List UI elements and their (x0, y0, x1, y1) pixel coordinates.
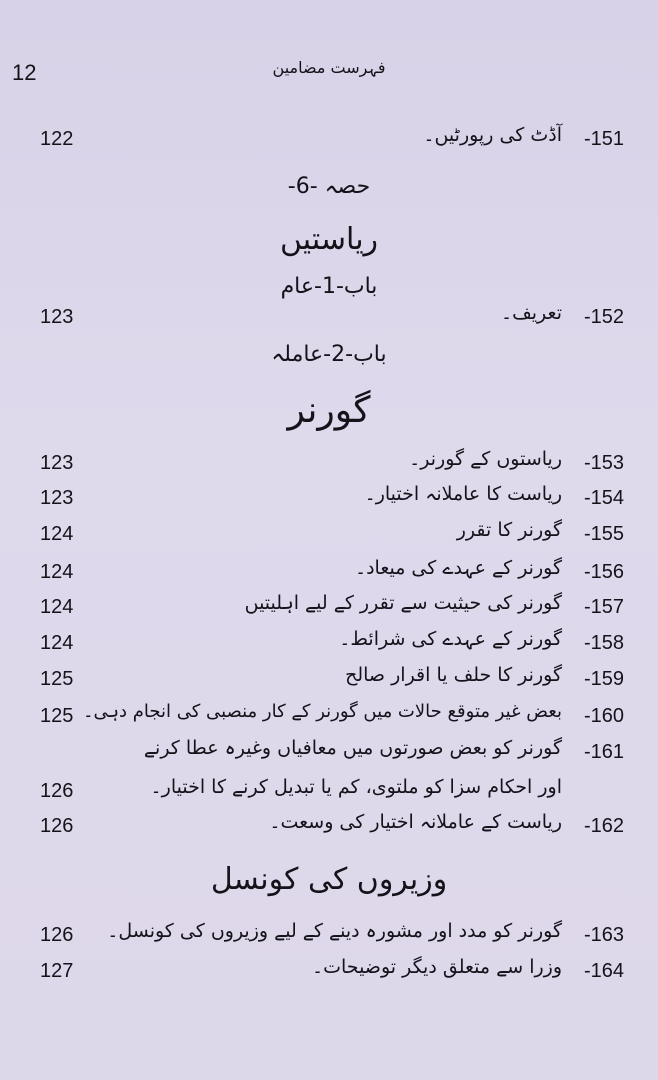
toc-entry-156 (0, 557, 658, 591)
toc-page: 127 (40, 960, 74, 982)
chapter-heading-general: باب-1-عام (280, 274, 378, 299)
toc-number: -152 (583, 306, 624, 328)
toc-title: گورنر کے عہدے کی میعاد۔ (354, 557, 562, 579)
toc-title: تعریف۔ (500, 302, 562, 324)
toc-title: ریاست کا عاملانہ اختیار۔ (364, 483, 562, 505)
running-head: فہرست مضامین (272, 58, 386, 77)
toc-page: 124 (40, 561, 74, 583)
toc-title: آڈٹ کی رپورٹیں۔ (423, 124, 562, 146)
toc-title: گورنر کی حیثیت سے تقرر کے لیے اہلیتیں (244, 592, 562, 614)
toc-entry-163 (0, 920, 658, 954)
toc-page: 124 (40, 632, 74, 654)
toc-entry-152 (0, 302, 658, 336)
toc-page: 124 (40, 523, 74, 545)
toc-page: 124 (40, 596, 74, 618)
toc-title: ریاستوں کے گورنر۔ (409, 448, 562, 470)
toc-number: -161 (583, 741, 624, 763)
toc-page: 123 (40, 306, 74, 328)
toc-entry-162 (0, 811, 658, 845)
toc-page: 125 (40, 668, 74, 690)
toc-entry-161 (0, 737, 658, 771)
toc-number: -158 (583, 632, 624, 654)
section-heading-part: حصہ -6- (287, 174, 371, 199)
toc-number: -157 (583, 596, 624, 618)
toc-entry-151 (0, 124, 658, 158)
toc-title: گورنر کے عہدے کی شرائط۔ (339, 628, 562, 650)
toc-entry-154 (0, 483, 658, 517)
toc-title: اور احکام سزا کو ملتوی، کم یا تبدیل کرنے کا اختیار۔ (150, 776, 562, 798)
toc-title: گورنر کا حلف یا اقرار صالح (345, 664, 562, 686)
toc-page: 126 (40, 815, 74, 837)
toc-page: 126 (40, 924, 74, 946)
toc-number: -155 (583, 523, 624, 545)
toc-number: -159 (583, 668, 624, 690)
toc-title: گورنر کو بعض صورتوں میں معافیاں وغیرہ عطا کرنے (143, 737, 562, 759)
section-heading-governor: گورنر (287, 390, 371, 431)
toc-entry-160 (0, 701, 658, 735)
toc-page: 123 (40, 452, 74, 474)
toc-title: گورنر کو مدد اور مشورہ دینے کے لیے وزیروں کی کونسل۔ (107, 920, 562, 942)
toc-entry-158 (0, 628, 658, 662)
toc-title: وزرا سے متعلق دیگر توضیحات۔ (312, 956, 562, 978)
toc-entry-159 (0, 664, 658, 698)
toc-page: 123 (40, 487, 74, 509)
toc-entry-161-continued (0, 776, 658, 810)
toc-title: بعض غیر متوقع حالات میں گورنر کے کار منصبی کی انجام دہی۔ (82, 701, 562, 722)
toc-entry-157 (0, 592, 658, 626)
toc-number: -163 (583, 924, 624, 946)
toc-number: -164 (583, 960, 624, 982)
toc-entry-153 (0, 448, 658, 482)
chapter-heading-executive: باب-2-عاملہ (271, 342, 387, 367)
toc-title: ریاست کے عاملانہ اختیار کی وسعت۔ (269, 811, 562, 833)
toc-title: گورنر کا تقرر (456, 519, 562, 541)
toc-number: -151 (583, 128, 624, 150)
section-heading-council-of-ministers: وزیروں کی کونسل (210, 862, 448, 897)
page-number: 12 (12, 60, 37, 85)
toc-entry-155 (0, 519, 658, 553)
toc-number: -154 (583, 487, 624, 509)
toc-page: 126 (40, 780, 74, 802)
section-heading-states: ریاستیں (279, 222, 379, 257)
toc-page: 122 (40, 128, 74, 150)
toc-number: -153 (583, 452, 624, 474)
toc-number: -156 (583, 561, 624, 583)
toc-entry-164 (0, 956, 658, 990)
toc-page: 125 (40, 705, 74, 727)
toc-number: -162 (583, 815, 624, 837)
toc-number: -160 (583, 705, 624, 727)
